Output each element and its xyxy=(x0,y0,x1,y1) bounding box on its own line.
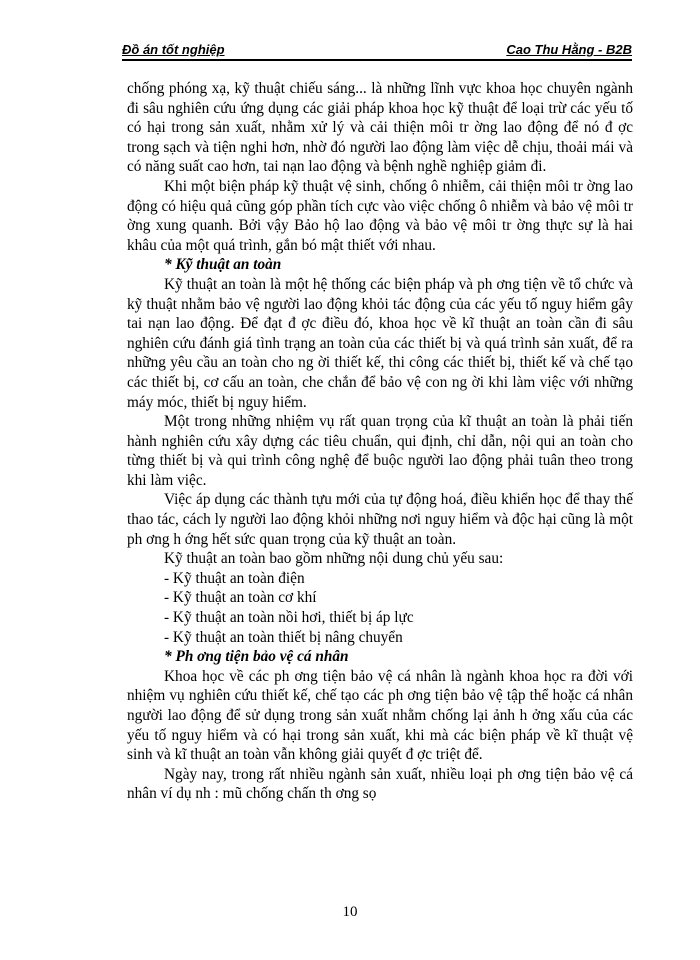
list-item: - Kỹ thuật an toàn thiết bị nâng chuyển xyxy=(164,628,403,646)
paragraph: chống phóng xạ, kỹ thuật chiếu sáng... là những lĩnh vực khoa học chuyên ngành đi sâu nghiên cứu ứng dụng các giải pháp khoa học kỹ thuật để loại trừ các yếu tố có hại trong sản xuất, nhằm xử lý và cải thiện môi tr ờng lao động để nó đ ợc trong sạch và tiện nghi hơn, nhờ đó người lao động làm việc dễ chịu, thoải mái và có năng suất cao hơn, tai nạn lao động và bệnh nghề nghiệp giảm đi. xyxy=(127,80,633,176)
section-heading: * Kỹ thuật an toàn xyxy=(164,256,282,274)
page-number: 10 xyxy=(342,904,358,920)
paragraph: Khoa học về các ph ơng tiện bảo vệ cá nhân là ngành khoa học ra đời với nhiệm vụ nghiên cứu thiết kế, chế tạo các ph ơng tiện bảo vệ tập thể hoặc cá nhân người lao động để sử dụng trong sản xuất nhằm chống lại ảnh h ởng xấu của các yếu tố nguy hiểm và có hại trong sản xuất, khi mà các biện pháp về kĩ thuật vệ sinh và kĩ thuật an toàn vẫn không giải quyết đ ợc triệt để. xyxy=(127,667,633,764)
header-rule xyxy=(122,59,632,61)
paragraph: Việc áp dụng các thành tựu mới của tự động hoá, điều khiển học để thay thế thao tác, cách ly người lao động khỏi những nơi nguy hiểm và độc hại cũng là một ph ơng h ớng hết sức quan trọng của kỹ thuật an toàn. xyxy=(127,491,633,548)
paragraph: Khi một biện pháp kỹ thuật vệ sinh, chống ô nhiễm, cải thiện môi tr ờng lao động có hiệu quả cũng góp phần tích cực vào việc chống ô nhiễm và bảo vệ môi tr ờng xung quanh. Bởi vậy Bảo hộ lao động và bảo vệ môi tr ờng thực sự là hai khâu của một quá trình, gắn bó mật thiết với nhau. xyxy=(127,177,633,254)
header-right-author: Cao Thu Hằng - B2B xyxy=(506,42,632,57)
document-body xyxy=(127,79,633,804)
paragraph: Một trong những nhiệm vụ rất quan trọng của kĩ thuật an toàn là phải tiến hành nghiên cứu xây dựng các tiêu chuẩn, qui định, chỉ dẫn, nội qui an toàn cho từng thiết bị và qui trình công nghệ để buộc người lao động phải tuân theo trong khi làm việc. xyxy=(127,413,633,489)
list-item: - Kỹ thuật an toàn nồi hơi, thiết bị áp lực xyxy=(164,609,414,627)
section-heading: * Ph ơng tiện bảo vệ cá nhân xyxy=(164,648,349,666)
header-left-title: Đồ án tốt nghiệp xyxy=(122,42,225,57)
list-item: - Kỹ thuật an toàn cơ khí xyxy=(164,589,317,607)
paragraph: Kỹ thuật an toàn bao gồm những nội dung chủ yếu sau: xyxy=(164,550,504,568)
paragraph: Ngày nay, trong rất nhiều ngành sản xuất, nhiều loại ph ơng tiện bảo vệ cá nhân ví dụ nh : mũ chống chấn th ơng sọ xyxy=(127,765,633,803)
paragraph: Kỹ thuật an toàn là một hệ thống các biện pháp và ph ơng tiện về tổ chức và kỹ thuật nhằm bảo vệ người lao động khỏi tác động của các yếu tố nguy hiểm gây tai nạn lao động. Để đạt đ ợc điều đó, khoa học về kĩ thuật an toàn cần đi sâu nghiên cứu đánh giá tình trạng an toàn của các thiết bị và quá trình sản xuất, để ra những yêu cầu an toàn cho ng ời thiết kế, thi công các thiết bị, thiết kế và chế tạo các thiết bị, cơ cấu an toàn, che chắn để bảo vệ con ng ời khi làm việc với những máy móc, thiết bị nguy hiểm. xyxy=(127,275,633,411)
page-header xyxy=(122,40,632,60)
list-item: - Kỹ thuật an toàn điện xyxy=(164,569,305,587)
